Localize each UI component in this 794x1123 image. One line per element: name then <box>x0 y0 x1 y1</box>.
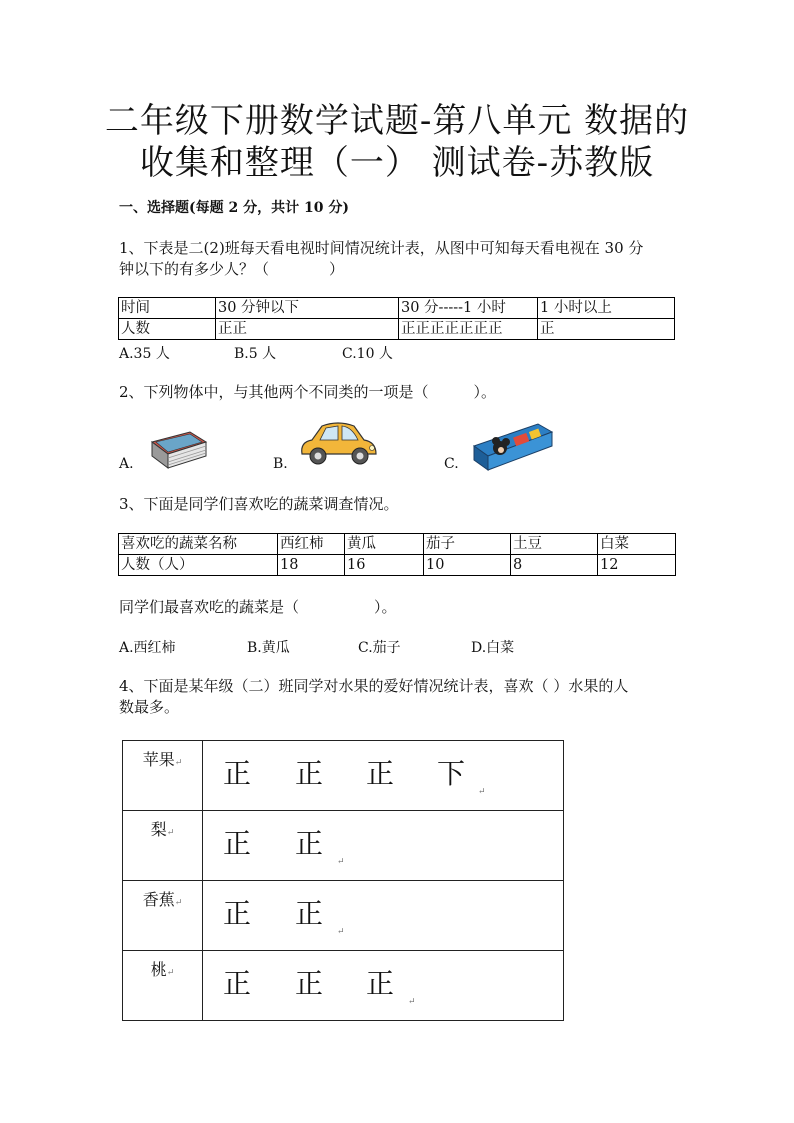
table-cell: 30 分-----1 小时 <box>399 298 538 319</box>
q2-text: 2、下列物体中，与其他两个不同类的一项是（ ）。 <box>119 383 497 401</box>
page-subtitle: 收集和整理（一） 测试卷-苏教版 <box>139 143 655 183</box>
tally-mark: 正 <box>223 827 252 860</box>
pencil-box-icon <box>470 420 554 472</box>
table-cell: 时间 <box>119 298 216 319</box>
fruit-name: 苹果 <box>142 750 175 769</box>
tally-mark: 正 <box>295 757 324 790</box>
return-mark: ↵ <box>408 997 416 1007</box>
tally-mark: 正 <box>295 897 324 930</box>
fruit-name-cell <box>123 811 203 881</box>
tally-mark: 正 <box>223 757 252 790</box>
table-row <box>119 298 675 319</box>
table-row <box>119 319 675 340</box>
q2-option-a[interactable]: A. <box>119 456 134 472</box>
table-cell: 8 <box>511 555 598 576</box>
q3-option-a[interactable]: A.西红柿 <box>119 640 176 656</box>
tally-mark: 下 <box>437 757 466 790</box>
return-mark: ↵ <box>337 857 345 867</box>
page-title: 二年级下册数学试题-第八单元 数据的 <box>104 101 690 141</box>
tally-mark: 正 <box>295 827 324 860</box>
tally-cell <box>203 951 564 1021</box>
table-cell: 人数（人） <box>119 555 278 576</box>
table-row <box>123 741 564 811</box>
return-mark: ↵ <box>174 758 183 768</box>
table-cell: 西红柿 <box>278 534 345 555</box>
tally-mark: 正 <box>223 897 252 930</box>
return-mark: ↵ <box>166 828 175 838</box>
q1-option-b[interactable]: B.5 人 <box>234 346 277 362</box>
table-row <box>119 534 676 555</box>
q3-table <box>118 533 676 576</box>
q4-text-line1: 4、下面是某年级（二）班同学对水果的爱好情况统计表，喜欢（ ）水果的人 <box>119 677 629 695</box>
q2-option-c[interactable]: C. <box>444 456 459 472</box>
return-mark: ↵ <box>337 927 345 937</box>
table-cell: 30 分钟以下 <box>216 298 399 319</box>
tally-mark: 正 <box>366 967 395 1000</box>
table-cell: 10 <box>424 555 511 576</box>
table-cell: 茄子 <box>424 534 511 555</box>
table-cell: 16 <box>345 555 424 576</box>
tally-cell <box>203 811 564 881</box>
tally-mark: 正 <box>295 967 324 1000</box>
q1-option-c[interactable]: C.10 人 <box>342 346 393 362</box>
return-mark: ↵ <box>166 968 175 978</box>
q3-text: 3、下面是同学们喜欢吃的蔬菜调查情况。 <box>119 495 399 513</box>
table-cell: 黄瓜 <box>345 534 424 555</box>
table-cell: 土豆 <box>511 534 598 555</box>
table-cell: 正 <box>538 319 675 340</box>
q1-table <box>118 297 675 340</box>
table-cell: 人数 <box>119 319 216 340</box>
return-mark: ↵ <box>478 787 486 797</box>
fruit-name-cell <box>123 951 203 1021</box>
tally-cell <box>203 741 564 811</box>
table-row <box>119 555 676 576</box>
table-row <box>123 951 564 1021</box>
table-cell: 白菜 <box>598 534 676 555</box>
fruit-name-cell <box>123 741 203 811</box>
fruit-name: 梨 <box>150 820 167 839</box>
q1-text-line2: 钟以下的有多少人？（ ） <box>119 260 345 278</box>
section-heading: 一、选择题(每题 2 分，共计 10 分) <box>119 200 349 216</box>
table-cell: 1 小时以上 <box>538 298 675 319</box>
table-cell: 正正 <box>216 319 399 340</box>
q1-text-line1: 1、下表是二(2)班每天看电视时间情况统计表，从图中可知每天看电视在 30 分 <box>119 239 644 257</box>
tally-mark: 正 <box>223 967 252 1000</box>
q4-fruit-table <box>122 740 564 1021</box>
q4-text-line2: 数最多。 <box>119 698 180 716</box>
fruit-name-cell <box>123 881 203 951</box>
q3-option-d[interactable]: D.白菜 <box>471 640 515 656</box>
table-cell: 12 <box>598 555 676 576</box>
return-mark: ↵ <box>174 898 183 908</box>
table-cell: 正正正正正正正 <box>399 319 538 340</box>
q3-option-c[interactable]: C.茄子 <box>358 640 401 656</box>
tally-mark: 正 <box>366 757 395 790</box>
table-row <box>123 811 564 881</box>
table-row <box>123 881 564 951</box>
q3-option-b[interactable]: B.黄瓜 <box>247 640 290 656</box>
q1-option-a[interactable]: A.35 人 <box>119 346 170 362</box>
q2-option-b[interactable]: B. <box>273 456 288 472</box>
table-cell: 18 <box>278 555 345 576</box>
book-icon <box>146 428 210 472</box>
car-icon <box>296 418 380 468</box>
fruit-name: 桃 <box>150 960 167 979</box>
q3-question: 同学们最喜欢吃的蔬菜是（ ）。 <box>119 598 397 616</box>
tally-cell <box>203 881 564 951</box>
fruit-name: 香蕉 <box>142 890 175 909</box>
table-cell: 喜欢吃的蔬菜名称 <box>119 534 278 555</box>
